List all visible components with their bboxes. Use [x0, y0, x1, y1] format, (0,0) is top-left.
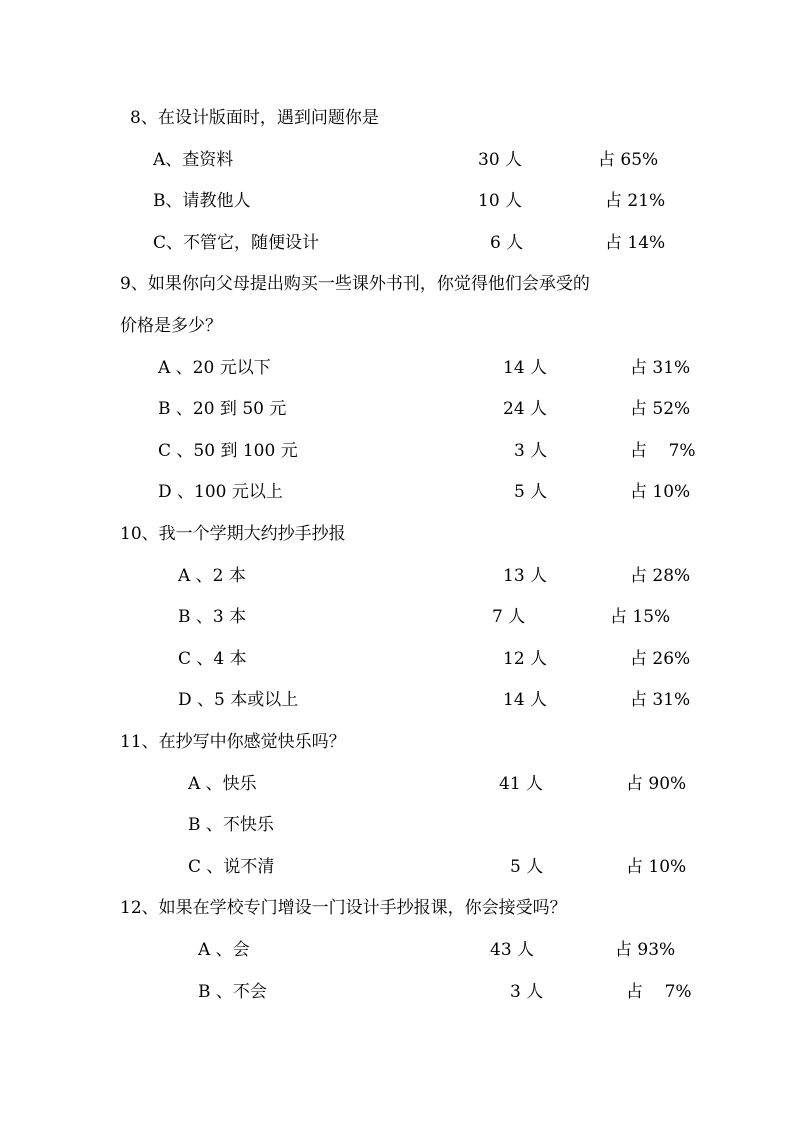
q9-option-a-label: A 、20 元以下 [158, 358, 271, 378]
question-9-title-line2: 价格是多少？ [120, 316, 222, 336]
q12-option-a-label: A 、会 [198, 940, 250, 960]
q8-option-c-label: C、不管它，随便设计 [153, 233, 320, 253]
q11-option-a-percent: 占 90% [626, 774, 687, 794]
q8-option-b-percent: 占 21% [605, 191, 666, 211]
q11-option-c-label: C 、说不清 [188, 857, 275, 877]
question-11-title: 11、在抄写中你感觉快乐吗？ [120, 732, 346, 752]
question-12-title: 12、如果在学校专门增设一门设计手抄报课，你会接受吗？ [120, 898, 567, 918]
q9-option-a-percent: 占 31% [630, 358, 691, 378]
q12-option-b-label: B 、不会 [198, 982, 267, 1002]
q8-option-c-count: 6 人 [490, 233, 524, 253]
q10-option-c-count: 12 人 [503, 649, 548, 669]
q10-option-b-percent: 占 15% [610, 607, 671, 627]
q8-option-a-percent: 占 65% [598, 150, 659, 170]
q11-option-b-label: B 、不快乐 [188, 815, 274, 835]
q11-option-c-percent: 占 10% [626, 857, 687, 877]
q8-option-a-count: 30 人 [478, 150, 523, 170]
q8-option-b-count: 10 人 [478, 191, 523, 211]
q10-option-a-count: 13 人 [503, 566, 548, 586]
q10-option-d-label: D 、5 本或以上 [178, 690, 299, 710]
q9-option-d-percent: 占 10% [630, 482, 691, 502]
question-10-title: 10、我一个学期大约抄手抄报 [120, 524, 346, 544]
q12-option-a-percent: 占 93% [615, 940, 676, 960]
question-9-title: 9、如果你向父母提出购买一些课外书刊，你觉得他们会承受的 [120, 274, 590, 294]
q9-option-c-label: C 、50 到 100 元 [158, 441, 298, 461]
q9-option-d-count: 5 人 [514, 482, 548, 502]
q10-option-c-percent: 占 26% [630, 649, 691, 669]
q12-option-b-percent: 占 7% [626, 982, 692, 1002]
q10-option-a-label: A 、2 本 [178, 566, 246, 586]
q10-option-a-percent: 占 28% [630, 566, 691, 586]
q12-option-a-count: 43 人 [490, 940, 535, 960]
q12-option-b-count: 3 人 [510, 982, 544, 1002]
q9-option-d-label: D 、100 元以上 [158, 482, 283, 502]
q11-option-a-label: A 、快乐 [188, 774, 257, 794]
q11-option-c-count: 5 人 [510, 857, 544, 877]
q8-option-c-percent: 占 14% [605, 233, 666, 253]
q10-option-b-count: 7 人 [492, 607, 526, 627]
q9-option-c-percent: 占 7% [630, 441, 696, 461]
question-8-title: 8、在设计版面时，遇到问题你是 [130, 108, 379, 128]
q8-option-b-label: B、请教他人 [153, 191, 251, 211]
q9-option-b-count: 24 人 [503, 399, 548, 419]
q9-option-b-percent: 占 52% [630, 399, 691, 419]
q11-option-a-count: 41 人 [499, 774, 544, 794]
q10-option-c-label: C 、4 本 [178, 649, 247, 669]
q10-option-d-percent: 占 31% [630, 690, 691, 710]
q9-option-a-count: 14 人 [503, 358, 548, 378]
q10-option-b-label: B 、3 本 [178, 607, 247, 627]
q9-option-c-count: 3 人 [514, 441, 548, 461]
q10-option-d-count: 14 人 [503, 690, 548, 710]
q8-option-a-label: A、查资料 [153, 150, 234, 170]
q9-option-b-label: B 、20 到 50 元 [158, 399, 287, 419]
